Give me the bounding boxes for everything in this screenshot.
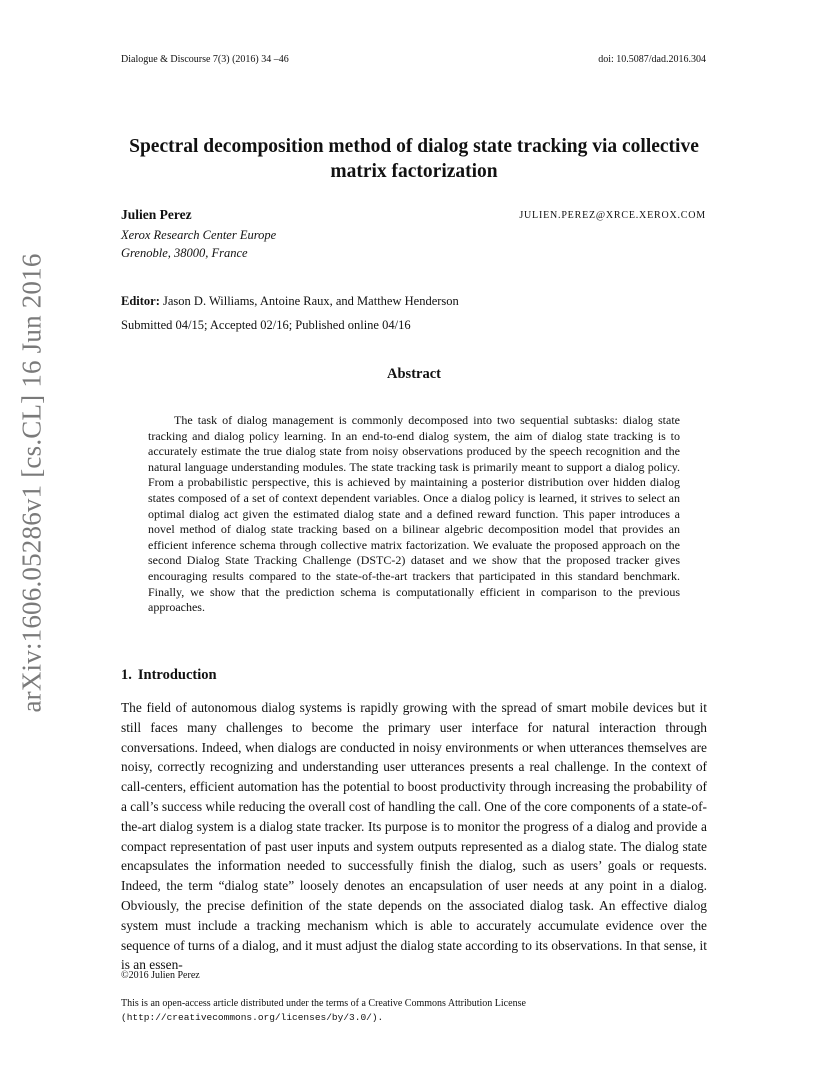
affiliation-institution: Xerox Research Center Europe xyxy=(121,228,277,242)
journal-header: Dialogue & Discourse 7(3) (2016) 34 –46 xyxy=(121,54,289,65)
abstract-text: The task of dialog management is commonly decomposed into two sequential subtasks: dialog state tracking and dialog policy learning. In an end-to-end dialog system, the aim of dialog state tracking is to accurately estimate the true dialog state from noisy observations produced by the speech recognition and the natural language understanding modules. The state tracking task is primarily meant to support a dialog policy. From a probabilistic perspective, this is achieved by maintaining a posterior distribution over hidden dialog states composed of a set of context dependent variables. Once a dialog policy is learned, it strives to select an optimal dialog act given the estimated dialog state and a defined reward function. This paper introduces a novel method of dialog state tracking based on a bilinear algebric decomposition model that provides an efficient inference schema through collective matrix factorization. We evaluate the proposed approach on the second Dialog State Tracking Challenge (DSTC-2) dataset and we show that the proposed tracker gives encouraging results compared to the state-of-the-art trackers that participated in this standard benchmark. Finally, we show that the prediction schema is computationally efficient in comparison to the previous approaches. xyxy=(148,413,680,615)
abstract-heading: Abstract xyxy=(387,366,441,382)
editor-names: Jason D. Williams, Antoine Raux, and Matthew Henderson xyxy=(163,294,459,308)
license-link[interactable]: (http://creativecommons.org/licenses/by/3.0/). xyxy=(121,1012,384,1023)
author-email: JULIEN.PEREZ@XRCE.XEROX.COM xyxy=(519,210,706,221)
editor-line xyxy=(121,294,459,309)
editor-label: Editor: xyxy=(121,294,160,308)
introduction-text: The field of autonomous dialog systems is rapidly growing with the spread of smart mobile devices but it still faces many challenges to become the primary user interface for natural interaction through conversations. Indeed, when dialogs are conducted in noisy environments or when utterances themselves are noisy, correctly recognizing and understanding user utterances presents a real challenge. In the context of call-centers, efficient automation has the potential to boost productivity through increasing the probability of a call’s success while reducing the overall cost of handling the call. One of the core components of a state-of-the-art dialog system is a dialog state tracker. Its purpose is to monitor the progress of a dialog and provide a compact representation of past user inputs and system outputs represented as a dialog state. The dialog state encapsulates the information needed to successfully finish the dialog, such as users’ goals or requests. Indeed, the term “dialog state” loosely denotes an encapsulation of user needs at any point in a dialog. Obviously, the precise definition of the state depends on the associated dialog task. An effective dialog system must include a tracking mechanism which is able to accurately accumulate evidence over the sequence of turns of a dialog, and it must adjust the dialog state according to its observations. In that sense, it is an essen- xyxy=(121,700,708,973)
affiliation-location: Grenoble, 38000, France xyxy=(121,246,248,260)
arxiv-identifier: arXiv:1606.05286v1 [cs.CL] 16 Jun 2016 xyxy=(16,252,47,713)
arxiv-sidebar xyxy=(10,252,54,713)
section-heading xyxy=(121,667,217,684)
copyright-notice: ©2016 Julien Perez xyxy=(121,970,200,981)
doi-header: doi: 10.5087/dad.2016.304 xyxy=(598,54,706,65)
section-number: 1. xyxy=(121,667,132,683)
author-name: Julien Perez xyxy=(121,207,192,222)
submission-dates: Submitted 04/15; Accepted 02/16; Published online 04/16 xyxy=(121,318,411,332)
paper-title: Spectral decomposition method of dialog state tracking via collective matrix factorization xyxy=(129,136,699,182)
license-notice: This is an open-access article distributed under the terms of a Creative Commons Attribution License xyxy=(121,998,526,1009)
section-title: Introduction xyxy=(137,667,217,683)
